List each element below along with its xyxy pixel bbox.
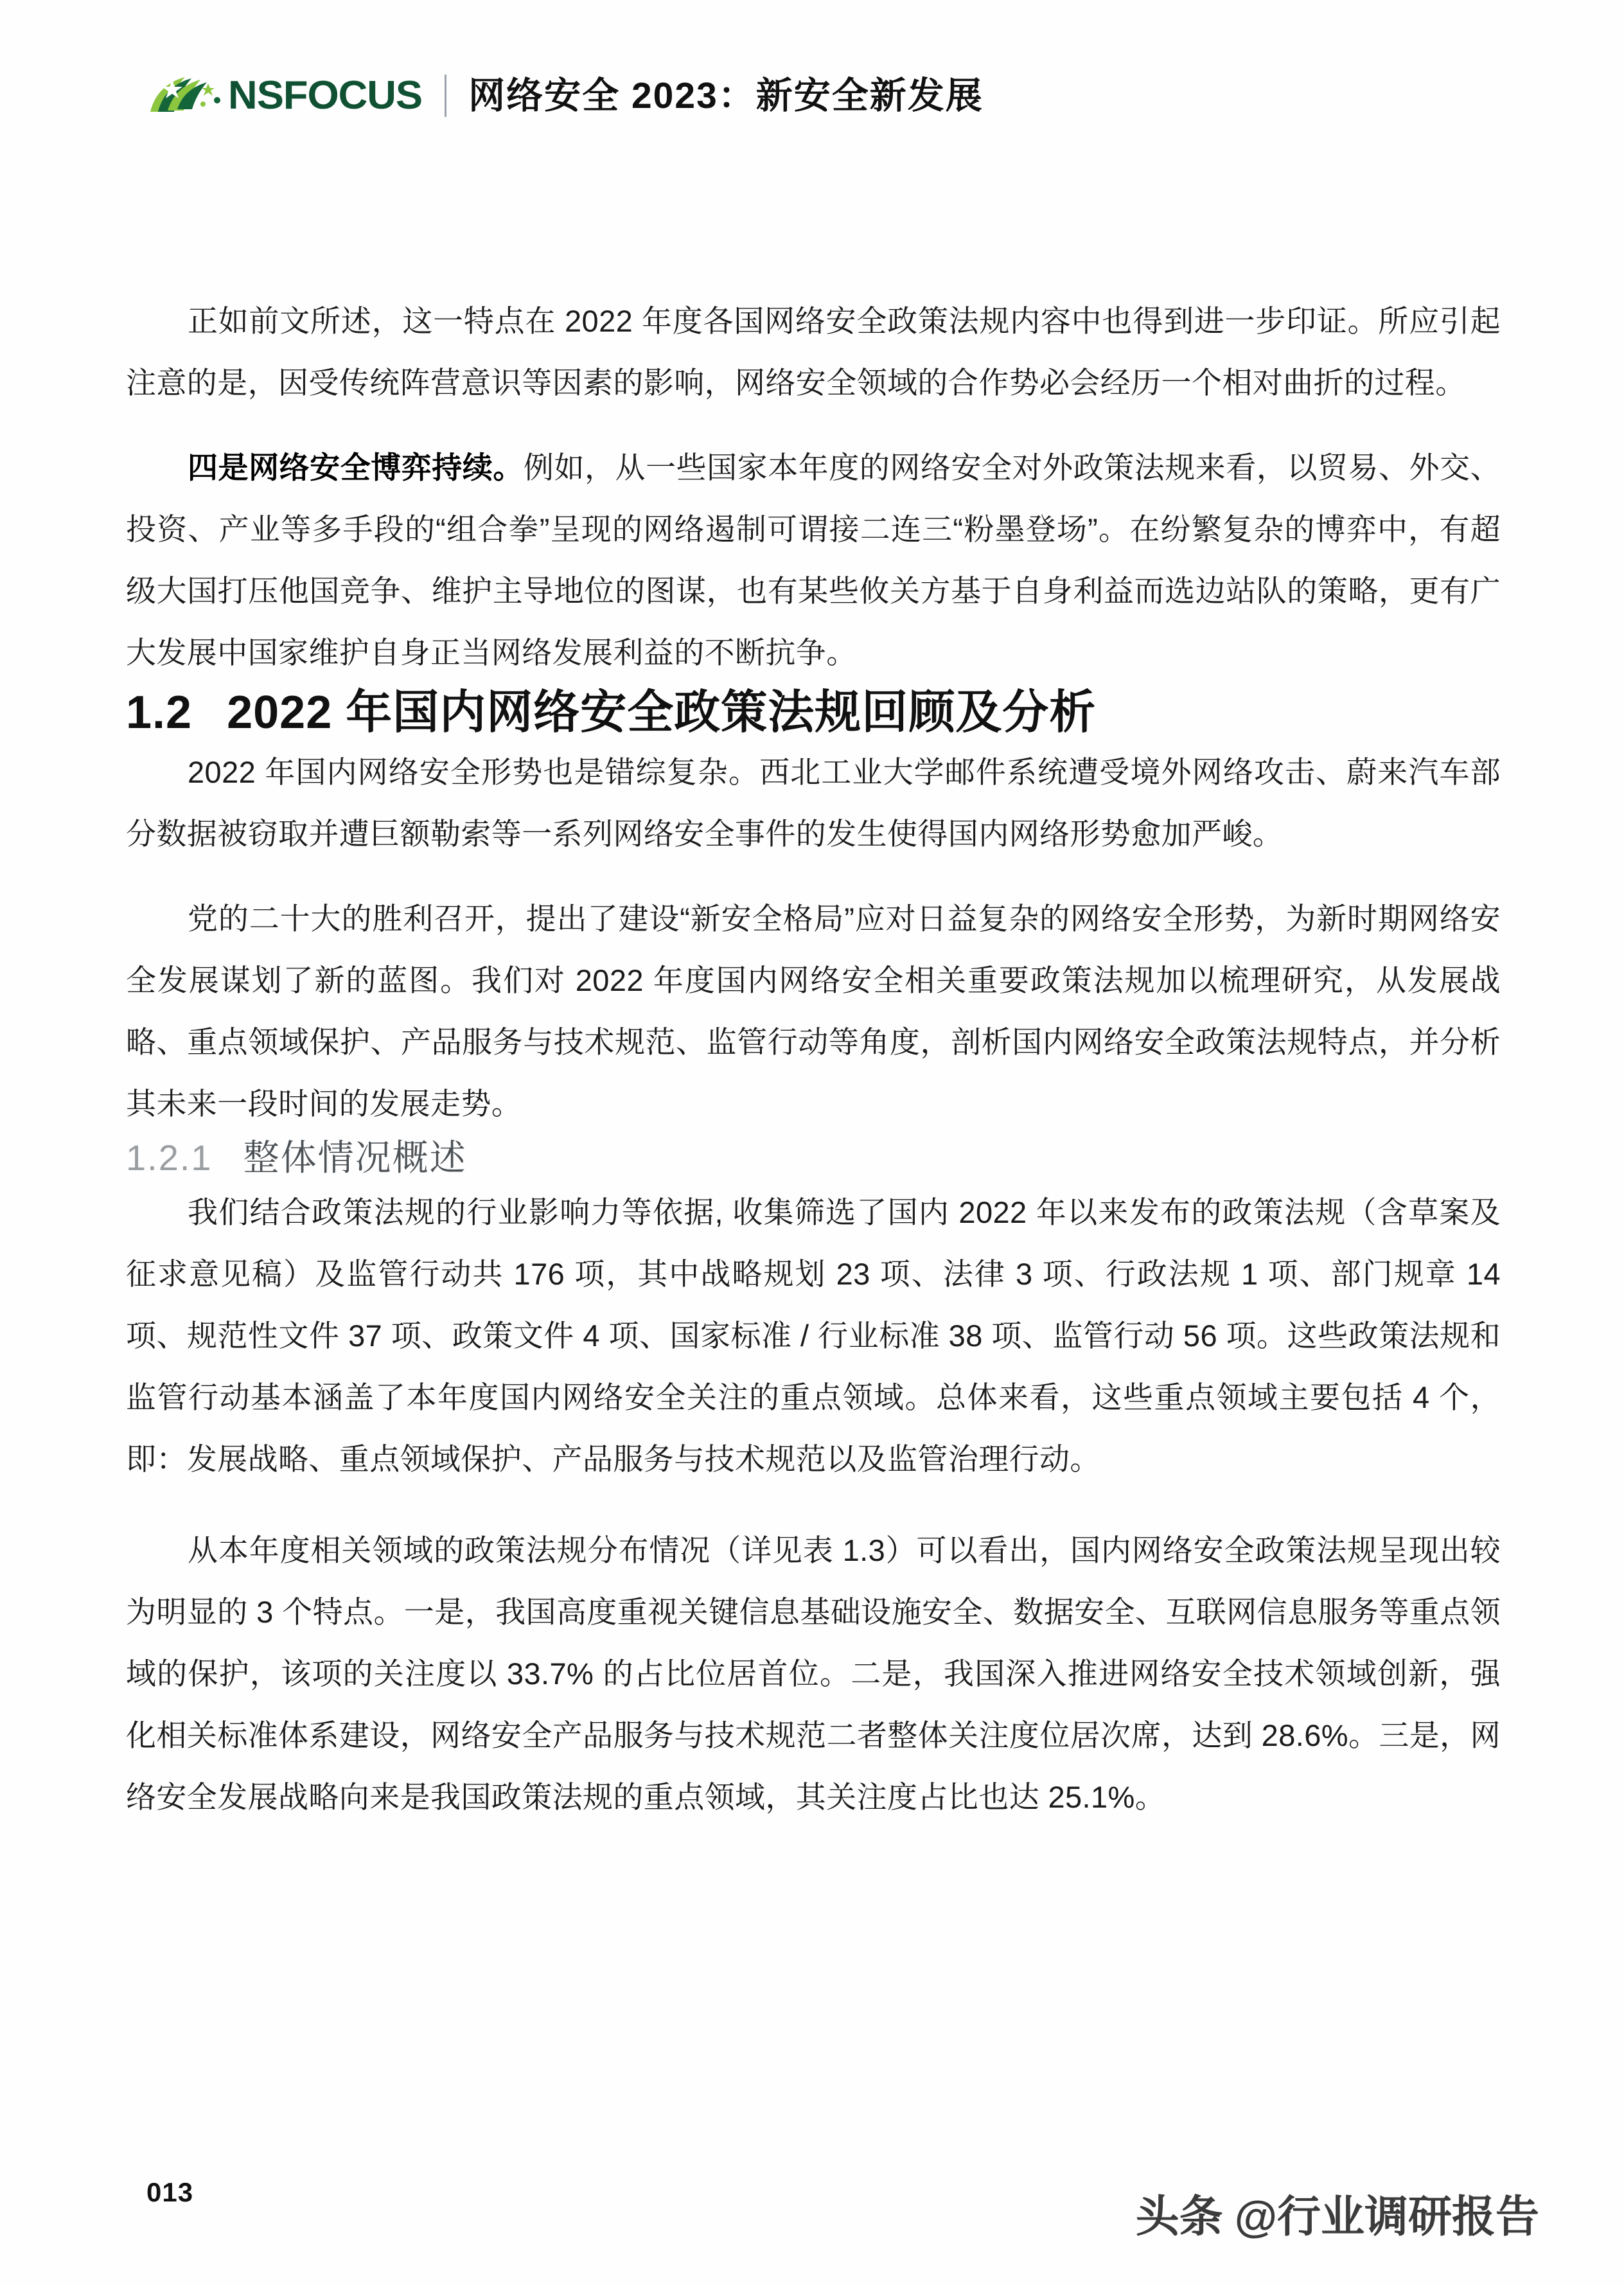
paragraph-5: 我们结合政策法规的行业影响力等依据, 收集筛选了国内 2022 年以来发布的政策法规（含草案及征求意见稿）及监管行动共 176 项，其中战略规划 23 项、法律 3 项、行政法规 1 项、部门规章 14 项、规范性文件 37 项、政策文件 4 项、国家标准 / 行业标准 38 项、监管行动 56 项。这些政策法规和监管行动基本涵盖了本年度国内网络安全关注的重点领域。总体来看，这些重点领域主要包括 4 个，即：发展战略、重点领域保护、产品服务与技术规范以及监管治理行动。 — [126, 1195, 1501, 1476]
subsection-heading-1-2-1 — [126, 1135, 1501, 1182]
header-title: 网络安全 2023：新安全新发展 — [468, 75, 984, 116]
nsfocus-wordmark: NSFOCUS — [228, 73, 423, 118]
paragraph-2-rest: 例如，从一些国家本年度的网络安全对外政策法规来看，以贸易、外交、投资、产业等多手段的“组合拳”呈现的网络遏制可谓接二连三“粉墨登场”。在纷繁复杂的博弈中，有超级大国打压他国竞争、维护主导地位的图谋，也有某些攸关方基于自身利益而选边站队的策略，更有广大发展中国家维护自身正当网络发展利益的不断抗争。 — [126, 450, 1501, 670]
page-header — [146, 72, 984, 120]
paragraph-gap — [126, 414, 1501, 437]
header-divider — [445, 75, 446, 117]
paragraph-2 — [126, 437, 1501, 684]
page-number: 013 — [146, 2177, 194, 2207]
paragraph-3: 2022 年国内网络安全形势也是错综复杂。西北工业大学邮件系统遭受境外网络攻击、蔚来汽车部分数据被窃取并遭巨额勒索等一系列网络安全事件的发生使得国内网络形势愈加严峻。 — [126, 755, 1501, 851]
section-heading-1-2 — [126, 684, 1501, 742]
nsfocus-logo — [146, 72, 423, 120]
paragraph-1: 正如前文所述，这一特点在 2022 年度各国网络安全政策法规内容中也得到进一步印证。所应引起注意的是，因受传统阵营意识等因素的影响，网络安全领域的合作势必会经历一个相对曲折的过程。 — [126, 304, 1501, 400]
subsection-title: 整体情况概述 — [243, 1137, 467, 1178]
section-number: 1.2 — [126, 687, 193, 738]
paragraph-gap — [126, 865, 1501, 888]
nsfocus-flag-logo — [146, 72, 224, 120]
section-title: 2022 年国内网络安全政策法规回顾及分析 — [227, 687, 1097, 738]
paragraph-gap — [126, 1490, 1501, 1520]
page-content — [126, 290, 1501, 1828]
paragraph-4: 党的二十大的胜利召开，提出了建设“新安全格局”应对日益复杂的网络安全形势，为新时期网络安全发展谋划了新的蓝图。我们对 2022 年度国内网络安全相关重要政策法规加以梳理研究，从发展战略、重点领域保护、产品服务与技术规范、监管行动等角度，剖析国内网络安全政策法规特点，并分析其未来一段时间的发展走势。 — [126, 902, 1501, 1121]
paragraph-6: 从本年度相关领域的政策法规分布情况（详见表 1.3）可以看出，国内网络安全政策法规呈现出较为明显的 3 个特点。一是，我国高度重视关键信息基础设施安全、数据安全、互联网信息服务等重点领域的保护，该项的关注度以 33.7% 的占比位居首位。二是，我国深入推进网络安全技术领域创新，强化相关标准体系建设，网络安全产品服务与技术规范二者整体关注度位居次席，达到 28.6%。三是，网络安全发展战略向来是我国政策法规的重点领域，其关注度占比也达 25.1%。 — [126, 1533, 1501, 1814]
paragraph-2-bold-lead: 四是网络安全博弈持续。 — [188, 450, 524, 485]
subsection-number: 1.2.1 — [126, 1137, 213, 1178]
watermark-prefix: 头条 — [1135, 2192, 1223, 2241]
watermark — [1136, 2182, 1539, 2245]
watermark-handle: @行业调研报告 — [1234, 2192, 1539, 2241]
